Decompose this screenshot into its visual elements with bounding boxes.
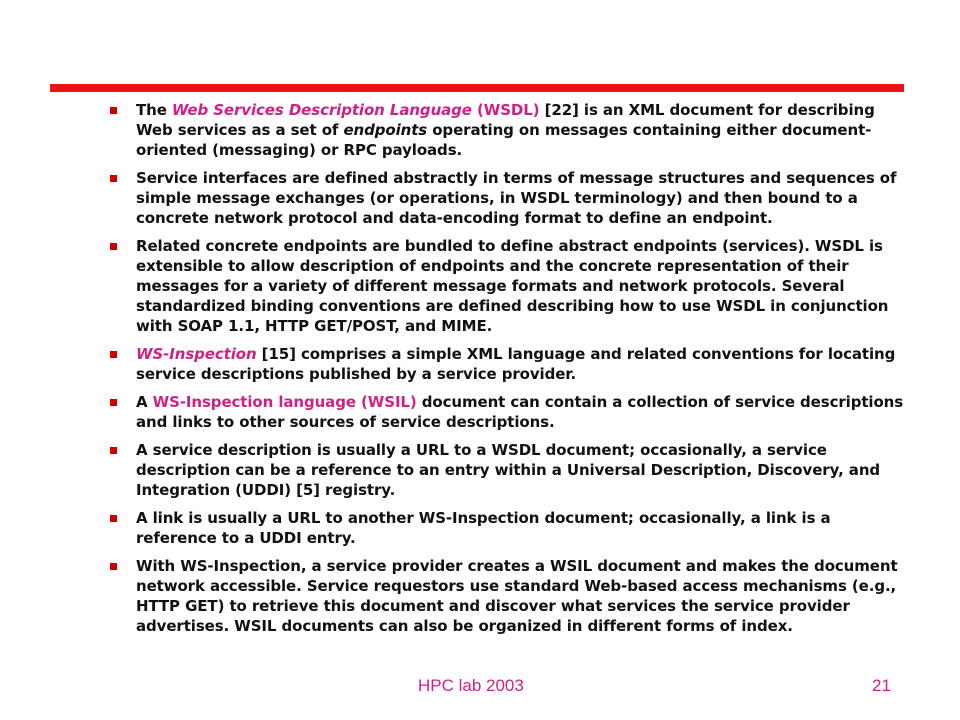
square-bullet-icon xyxy=(110,107,117,114)
bullet-text-segment: Related concrete endpoints are bundled to define abstract endpoints (services). WSDL is extensible to allow description of endpoints and the concrete representation of their messages for a variety of different message formats and network protocols. Several standardized binding conventions are defined describing how to use WSDL in conjunction with SOAP 1.1, HTTP GET/POST, and MIME. xyxy=(136,237,889,335)
title-rule xyxy=(50,84,904,92)
bullet-item xyxy=(108,168,908,228)
bullet-text-segment: Service interfaces are defined abstractly in terms of message structures and sequences of simple message exchanges (or operations, in WSDL terminology) and then bound to a concrete network protocol and data-encoding format to define an endpoint. xyxy=(136,169,897,227)
bullet-text-segment: [22] is an XML document for describing Web services as a set of xyxy=(136,101,875,139)
bullet-text-segment: A xyxy=(136,393,153,411)
square-bullet-icon xyxy=(110,243,117,250)
endpoints-term: endpoints xyxy=(343,121,428,139)
bullet-text-segment: With WS-Inspection, a service provider creates a WSIL document and makes the document network accessible. Service requestors use standard Web-based access mechanisms (e.g., HTTP GET) to retrieve this document and discover what services the service provider advertises. WSIL documents can also be organized in different forms of index. xyxy=(136,557,898,635)
bullet-text-segment: The xyxy=(136,101,172,119)
ws-inspection-term: WS-Inspection xyxy=(136,345,257,363)
square-bullet-icon xyxy=(110,563,117,570)
bullet-text-segment: operating on messages containing either document-oriented (messaging) or RPC payloads. xyxy=(136,121,872,159)
bullet-item xyxy=(108,556,908,636)
bullet-text-segment: document can contain a collection of service descriptions and links to other sources of service descriptions. xyxy=(136,393,904,431)
square-bullet-icon xyxy=(110,515,117,522)
square-bullet-icon xyxy=(110,447,117,454)
bullet-item xyxy=(108,344,908,384)
square-bullet-icon xyxy=(110,175,117,182)
footer-label: HPC lab 2003 xyxy=(418,676,524,695)
page-number: 21 xyxy=(872,676,891,695)
square-bullet-icon xyxy=(110,399,117,406)
wsil-term: WS-Inspection language (WSIL) xyxy=(152,393,417,411)
square-bullet-icon xyxy=(110,351,117,358)
bullet-text-segment: A link is usually a URL to another WS-Inspection document; occasionally, a link is a reference to a UDDI entry. xyxy=(136,509,831,547)
bullet-list xyxy=(108,100,908,644)
wsdl-acronym: (WSDL) xyxy=(471,101,540,119)
wsdl-term: Web Services Description Language xyxy=(171,101,472,119)
bullet-text-segment: A service description is usually a URL to a WSDL document; occasionally, a service description can be a reference to an entry within a Universal Description, Discovery, and Integration (UDDI) [5] registry. xyxy=(136,441,881,499)
bullet-text-segment: [15] comprises a simple XML language and related conventions for locating service descriptions published by a service provider. xyxy=(136,345,896,383)
bullet-item xyxy=(108,440,908,500)
bullet-item xyxy=(108,392,908,432)
bullet-item xyxy=(108,236,908,336)
bullet-item xyxy=(108,100,908,160)
bullet-item xyxy=(108,508,908,548)
